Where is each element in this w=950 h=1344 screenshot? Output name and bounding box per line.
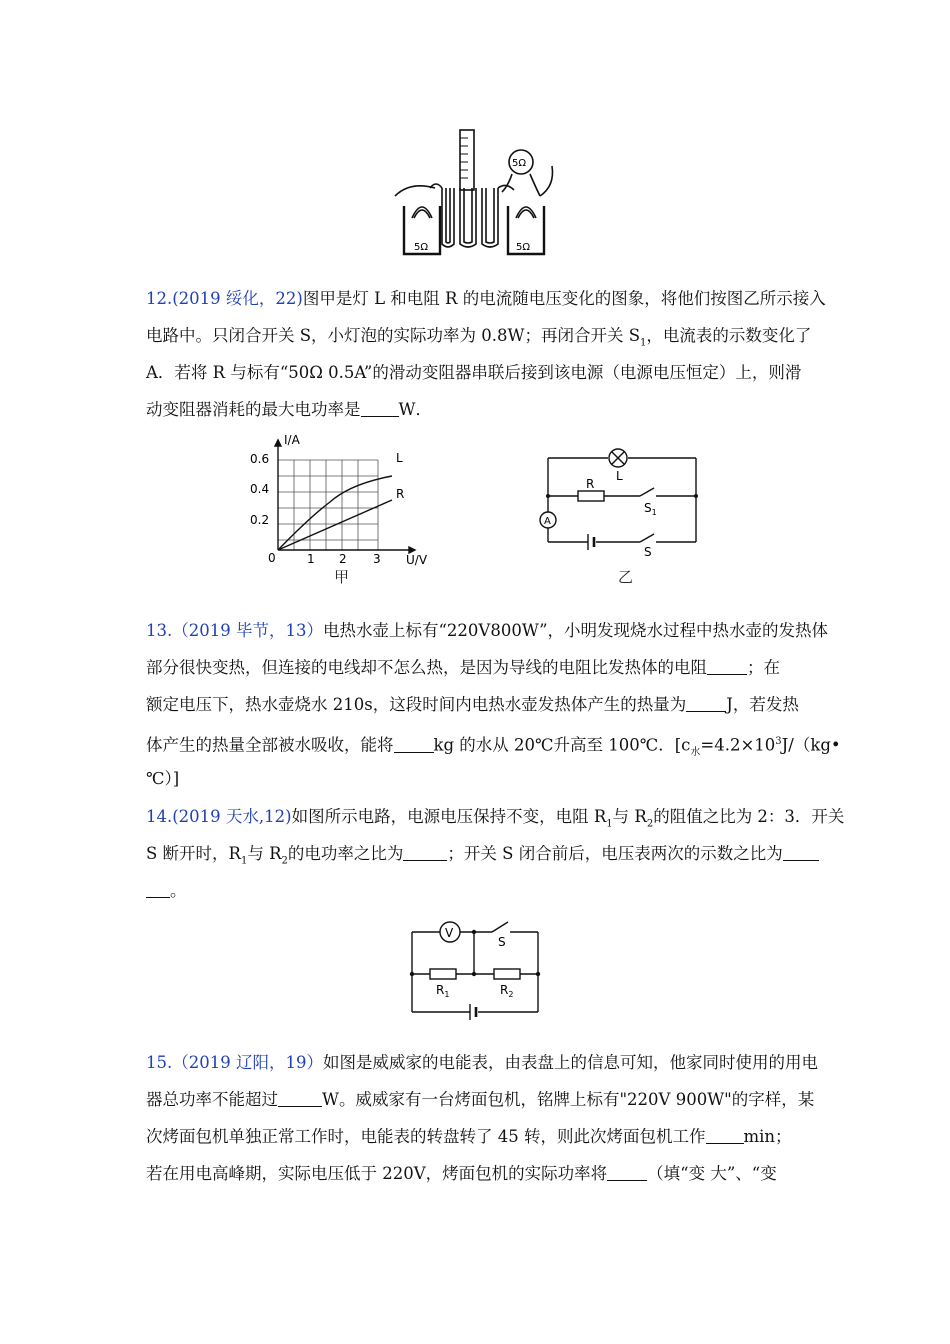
joule-apparatus-figure (390, 126, 560, 258)
answer-blank (146, 881, 170, 898)
circuit-yi (528, 444, 708, 589)
q14-line-1 (146, 798, 845, 835)
q12-source: 12.(2019 绥化，22) (146, 289, 303, 308)
q15-text-1: 如图是威威家的电能表，由表盘上的信息可知，他家同时使用的用电 (322, 1053, 818, 1072)
q12-text-3: A．若将 R 与标有“50Ω 0.5A”的滑动变阻器串联后接到该电源（电源电压恒定）上，则滑 (146, 363, 802, 382)
y-tick-0.4: 0.4 (250, 482, 270, 496)
q14-text-1c: 的阻值之比为 2：3．开关 (653, 807, 845, 826)
q14-line-3 (146, 872, 816, 909)
q15-line-4 (146, 1155, 816, 1192)
q13-sub-water: 水 (690, 746, 701, 758)
right-resistor-label: 5Ω (516, 242, 531, 253)
y-tick-0.2: 0.2 (250, 513, 270, 527)
q15-text-2b: W。威威家有一台烤面包机，铭牌上标有"220V 900W"的字样，某 (322, 1090, 815, 1109)
switch-label: S (498, 935, 506, 949)
q13-line-1 (146, 612, 829, 649)
x-tick-2: 2 (339, 552, 347, 566)
q13-line-5 (146, 760, 816, 797)
q14-text-2b: 与 R (247, 844, 282, 863)
q13-sup-3: 3 (775, 736, 782, 747)
q14-sub-1: 1 (606, 818, 613, 830)
q12-line-3 (146, 354, 816, 391)
circuit-q14 (404, 914, 548, 1026)
curve-R-label: R (396, 487, 405, 501)
answer-blank (278, 1090, 322, 1107)
q13-text-4d: J/（kg• (781, 735, 841, 755)
ammeter-label: A (544, 516, 551, 527)
switch-s-label: S (644, 545, 652, 559)
q15-line-1 (146, 1044, 816, 1081)
question-14 (146, 798, 845, 909)
q14-sub-4: 2 (281, 855, 288, 867)
q13-line-2 (146, 649, 816, 686)
switch-s1-label: $S_1$ (644, 501, 657, 517)
lamp-label: L (616, 469, 623, 483)
q13-text-3b: J，若发热 (726, 695, 799, 714)
answer-blank (706, 1127, 744, 1144)
q13-text-4b: kg 的水从 20℃升高至 100℃．[c (433, 735, 691, 755)
q12-text-2b: ，电流表的示数变化了 (646, 326, 812, 345)
left-resistor-label: 5Ω (414, 242, 429, 253)
answer-blank (361, 400, 399, 417)
question-12 (146, 280, 826, 428)
q13-text-4a: 体产生的热量全部被水吸收，能将 (146, 735, 394, 755)
q14-text-2c: 的电功率之比为 (287, 844, 404, 863)
q15-text-4a: 若在用电高峰期，实际电压低于 220V，烤面包机的实际功率将 (146, 1164, 608, 1183)
q14-sub-2: 2 (646, 818, 654, 830)
q13-text-1: 电热水壶上标有“220V800W”，小明发现烧水过程中热水壶的发热体 (322, 621, 829, 640)
q13-source: 13.（2019 毕节，13） (146, 621, 323, 640)
graph-caption: 甲 (334, 568, 350, 586)
circuit-caption: 乙 (618, 568, 634, 586)
grid (278, 460, 378, 550)
x-axis-label: U/V (406, 553, 428, 567)
q14-line-2 (146, 835, 816, 872)
voltmeter-label: V (445, 926, 454, 940)
answer-blank (394, 736, 434, 753)
q13-text-2a: 部分很快变热，但连接的电线却不怎么热，是因为导线的电阻比发热体的电阻 (146, 658, 707, 677)
q13-line-4 (146, 723, 841, 760)
y-axis-label: I/A (284, 433, 300, 447)
q12-line-4 (146, 391, 816, 428)
q15-text-3b: min； (743, 1127, 792, 1146)
curve-L-label: L (396, 451, 403, 465)
resistor-label: R (586, 477, 595, 491)
q14-text-1a: 如图所示电路，电源电压保持不变，电阻 R (291, 807, 607, 826)
top-resistor-label: 5Ω (512, 158, 527, 169)
answer-blank (783, 844, 819, 861)
q12-text-2a: 电路中。只闭合开关 S，小灯泡的实际功率为 0.8W；再闭合开关 S (146, 326, 641, 345)
q13-text-5: ℃）] (146, 769, 180, 788)
q15-source: 15.（2019 辽阳，19） (146, 1053, 323, 1072)
q14-text-2a: S 断开时，R (146, 844, 241, 863)
q15-line-2 (146, 1081, 816, 1118)
q14-sub-3: 1 (240, 855, 248, 867)
q15-text-4b: （填“变 大”、“变 (647, 1164, 777, 1183)
q15-text-2a: 器总功率不能超过 (146, 1090, 278, 1109)
q13-text-4c: =4.2×10 (700, 735, 776, 755)
q14-source: 14.(2019 天水,12) (146, 807, 292, 826)
q14-text-1b: 与 R (612, 807, 647, 826)
q12-text-4b: W． (398, 400, 432, 419)
x-tick-3: 3 (373, 552, 381, 566)
q12-line-2 (146, 317, 816, 354)
graph-jia-svg (240, 432, 430, 587)
q13-text-2b: ；在 (747, 658, 780, 677)
q13-line-3 (146, 686, 816, 723)
q12-text-4a: 动变阻器消耗的最大电功率是 (146, 400, 361, 419)
q12-line-1 (146, 280, 826, 317)
question-15 (146, 1044, 816, 1192)
x-tick-1: 1 (307, 552, 315, 566)
curve-L (278, 476, 392, 550)
q12-sub-s1: 1 (640, 337, 647, 349)
q15-text-3a: 次烤面包机单独正常工作时，电能表的转盘转了 45 转，则此次烤面包机工作 (146, 1127, 706, 1146)
graph-jia (240, 432, 430, 587)
r2-label: $R_2$ (500, 983, 514, 999)
y-tick-0.6: 0.6 (250, 452, 270, 466)
answer-blank (707, 658, 747, 675)
answer-blank (686, 695, 726, 712)
question-13 (146, 612, 841, 797)
q14-text-3: 。 (170, 881, 187, 900)
r1-label: $R_1$ (436, 983, 450, 999)
q14-text-2d: ；开关 S 闭合前后，电压表两次的示数之比为 (447, 844, 783, 863)
q12-text-1: 图甲是灯 L 和电阻 R 的电流随电压变化的图象，将他们按图乙所示接入 (302, 289, 826, 308)
answer-blank (607, 1164, 647, 1181)
q15-line-3 (146, 1118, 816, 1155)
curve-R (278, 500, 392, 550)
q13-text-3a: 额定电压下，热水壶烧水 210s，这段时间内电热水壶发热体产生的热量为 (146, 695, 687, 714)
origin-label: 0 (268, 551, 276, 565)
answer-blank (403, 844, 447, 861)
